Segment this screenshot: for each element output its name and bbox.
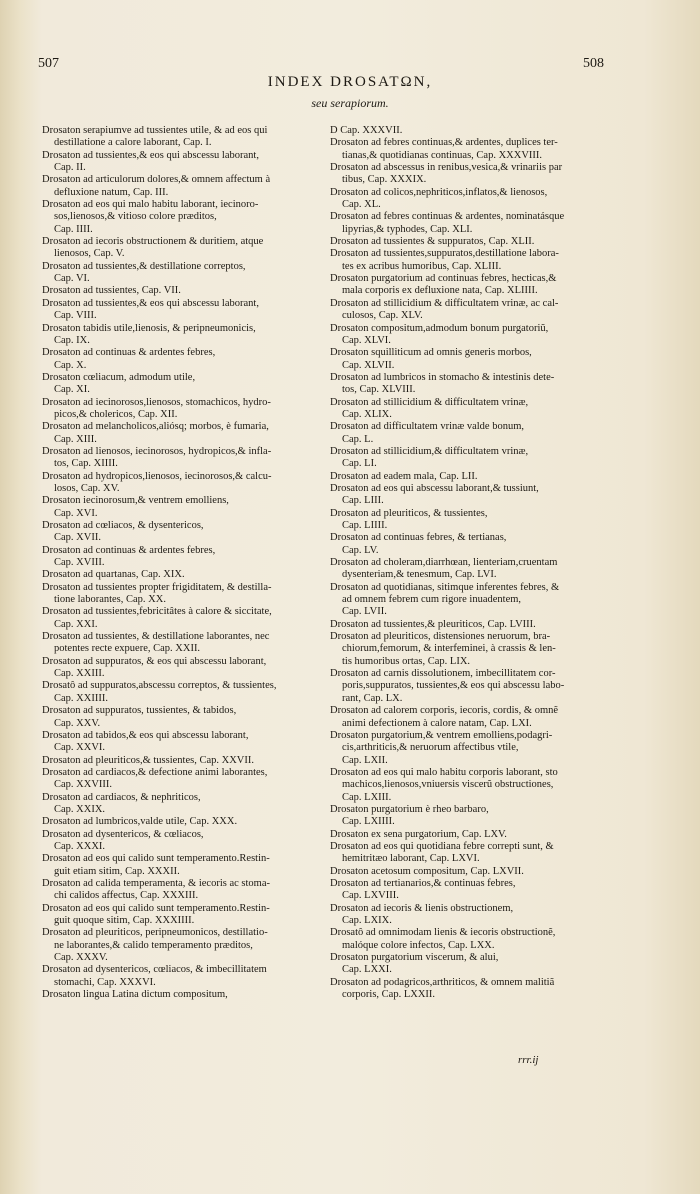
index-entry-line: Drosaton ad cœliacos, & dysentericos, — [42, 520, 204, 531]
index-entry-line: Cap. XXIII. — [54, 668, 105, 680]
index-entry-line: losos, Cap. XV. — [54, 482, 120, 494]
index-entry-line: Drosaton ad quotidianas, sitimque inferentes febres, & — [330, 581, 560, 593]
index-entry-line: Drosaton purgatorium ad continuas febres, hecticas,& — [330, 273, 557, 285]
left-index-column — [42, 125, 322, 1001]
index-entry — [42, 705, 322, 730]
index-entry — [42, 347, 322, 372]
index-entry-line: Drosaton ad iecoris & lienis obstructionem, — [330, 902, 514, 914]
index-entry — [330, 927, 610, 952]
index-entry-line: Drosaton cœliacum, admodum utile, — [42, 371, 196, 383]
index-entry — [42, 730, 322, 755]
index-entry — [42, 927, 322, 964]
index-entry-line: Drosaton serapiumve ad tussientes utile, & ad eos qui — [42, 125, 268, 136]
index-entry-line: Drosaton ad cardiacos, & nephriticos, — [42, 791, 201, 803]
index-entry — [330, 952, 610, 977]
index-entry — [42, 125, 322, 150]
index-entry-line: culosos, Cap. XLV. — [342, 310, 423, 322]
index-entry — [330, 841, 610, 866]
index-entry-line: Drosaton ad tussientes propter frigiditatem, & destilla- — [42, 581, 272, 593]
index-entry — [330, 977, 610, 1002]
index-entry — [330, 421, 610, 446]
index-entry-line: Drosaton ad colicos,nephriticos,inflatos,& lienosos, — [330, 186, 548, 198]
index-entry-line: malóque colore infectos, Cap. LXX. — [342, 939, 495, 951]
index-entry — [42, 878, 322, 903]
index-entry — [330, 619, 610, 631]
index-entry — [42, 903, 322, 928]
index-entry-line: Drosaton ad iecinorosos,lienosos, stomachicos, hydro- — [42, 396, 271, 408]
index-entry — [42, 285, 322, 297]
index-entry-line: corporis, Cap. LXXII. — [342, 989, 436, 1001]
index-entry-line: Drosaton ad quartanas, Cap. XIX. — [42, 569, 185, 581]
index-entry — [42, 964, 322, 989]
index-entry-line: Drosaton ad cardiacos,& defectione animi laborantes, — [42, 766, 268, 778]
index-entry-line: Drosaton ad tertianarios,& continuas febres, — [330, 877, 516, 889]
index-entry-line: Cap. XLVI. — [342, 334, 391, 346]
index-entry — [330, 347, 610, 372]
index-entry — [330, 878, 610, 903]
index-entry-line: Drosaton ad calorem corporis, iecoris, cordis, & omnẽ — [330, 705, 559, 717]
index-entry — [330, 298, 610, 323]
index-entry-line: Cap. LXIIII. — [342, 816, 395, 828]
index-entry-line: Cap. IX. — [54, 334, 90, 346]
index-entry-line: Drosaton acetosum compositum, Cap. LXVII. — [330, 865, 524, 877]
index-entry — [330, 397, 610, 422]
index-entry-line: guit quoque sitim, Cap. XXXIIII. — [54, 915, 195, 926]
index-entry-line: Cap. LXXI. — [342, 964, 392, 976]
index-entry-line: cis,arthriticis,& neruorum affectibus vtile, — [342, 742, 519, 754]
index-entry — [330, 631, 610, 668]
index-entry-line: Cap. VI. — [54, 273, 90, 285]
index-entry — [330, 211, 610, 236]
index-entry-line: Drosaton ad tabidos,& eos qui abscessu laborant, — [42, 729, 249, 741]
index-entry-line: guit etiam sitim, Cap. XXXII. — [54, 865, 180, 877]
index-entry-line: Cap. XIII. — [54, 433, 97, 445]
index-entry-line: potentes recte expuere, Cap. XXII. — [54, 643, 201, 655]
index-entry-line: Drosaton ad eos qui abscessu laborant,& tussiunt, — [330, 482, 539, 494]
index-entry — [42, 261, 322, 286]
index-entry — [42, 446, 322, 471]
index-entry-line: Drosaton ad lumbricos,valde utile, Cap. XXX. — [42, 816, 238, 828]
index-entry-line: Drosaton ad eos qui malo habitu corporis laborant, sto — [330, 766, 558, 778]
index-entry — [330, 705, 610, 730]
index-entry-line: Drosaton ad iecoris obstructionem & duritiem, atque — [42, 236, 264, 248]
index-entry-line: Cap. XXIX. — [54, 803, 106, 815]
index-entry-line: Cap. XVIII. — [54, 557, 105, 569]
index-entry-line: Cap. LXII. — [342, 754, 388, 766]
index-entry-line: Drosaton ad calida temperamenta, & iecoris ac stoma- — [42, 877, 270, 889]
index-entry-line: Cap. XI. — [54, 384, 90, 396]
index-entry-line: rant, Cap. LX. — [342, 692, 403, 704]
index-entry-line: Drosaton ad febres continuas,& ardentes, duplices ter- — [330, 137, 558, 149]
index-entry-line: Drosaton ad tussientes & suppuratos, Cap. XLII. — [330, 236, 535, 248]
index-entry-line: Drosaton ad dysentericos, cœliacos, & imbecillitatem — [42, 964, 267, 976]
catchword: rrr.ij — [518, 1054, 539, 1066]
index-entry — [330, 372, 610, 397]
index-entry — [42, 989, 322, 1001]
index-entry-line: Drosaton ad stillicidium & difficultatem vrinæ, — [330, 396, 529, 408]
index-entry-line: poris,suppuratos, tussientes,& eos qui abscessu labo- — [342, 680, 565, 692]
index-entry-line: Drosaton ad pleuriticos, peripneumonicos, destillatio- — [42, 927, 268, 939]
index-entry-line: Cap. IIII. — [54, 223, 93, 235]
index-entry-line: picos,& cholericos, Cap. XII. — [54, 408, 178, 420]
index-entry-line: Drosaton ad lumbricos in stomacho & intestinis dete- — [330, 371, 555, 383]
index-entry-line: tianas,& quotidianas continuas, Cap. XXXVIII. — [342, 149, 543, 161]
index-entry-line: D Cap. XXXVII. — [330, 125, 403, 136]
index-entry-line: Cap. L. — [342, 433, 374, 445]
index-entry-line: Drosaton ad abscessus in renibus,vesica,& vrinariis par — [330, 162, 563, 174]
index-entry — [330, 162, 610, 187]
index-entry — [330, 668, 610, 705]
index-entry-line: Drosaton purgatorium è rheo barbaro, — [330, 803, 489, 815]
index-entry-line: Cap. II. — [54, 162, 86, 174]
index-entry-line: chi calidos affectus, Cap. XXXIII. — [54, 890, 199, 902]
index-entry-line: Drosaton ad pleuriticos, & tussientes, — [330, 507, 488, 519]
index-entry — [42, 853, 322, 878]
index-entry-line: Cap. LVII. — [342, 606, 387, 618]
index-entry — [42, 174, 322, 199]
index-subtitle: seu serapiorum. — [311, 96, 389, 110]
index-entry-line: Drosaton ad tussientes, & destillatione laborantes, nec — [42, 631, 270, 643]
index-entry — [42, 606, 322, 631]
index-entry-line: Drosaton ad choleram,diarrhœan, lienteriam,cruentam — [330, 557, 558, 569]
index-entry-line: hemitritæo laborant, Cap. LXVI. — [342, 853, 480, 865]
index-entry — [42, 298, 322, 323]
index-entry-line: destillatione a calore laborant, Cap. I. — [54, 137, 212, 149]
index-entry — [330, 532, 610, 557]
index-entry-line: Cap. XVI. — [54, 507, 98, 519]
index-entry-line: Drosaton ad eos qui malo habitu laborant, iecinoro- — [42, 199, 259, 211]
index-entry-line: Drosaton compositum,admodum bonum purgatoriũ, — [330, 322, 549, 334]
index-entry — [330, 471, 610, 483]
index-entry — [330, 866, 610, 878]
index-entry — [330, 187, 610, 212]
index-entry-line: Cap. XLIX. — [342, 408, 392, 420]
index-entry-line: Cap. LIIII. — [342, 520, 388, 531]
index-entry-line: Cap. VIII. — [54, 310, 97, 322]
index-entry — [42, 397, 322, 422]
index-entry-line: Cap. LXIII. — [342, 791, 392, 803]
index-entry-line: Drosaton ad melancholicos,aliósq; morbos, è fumaria, — [42, 421, 269, 433]
index-entry-line: Drosaton ad difficultatem vrinæ valde bonum, — [330, 421, 525, 433]
index-entry — [42, 829, 322, 854]
index-entry-line: Drosaton ad tussientes, Cap. VII. — [42, 285, 181, 297]
index-entry-line: Cap. LIII. — [342, 495, 384, 507]
index-entry — [330, 508, 610, 533]
index-entry-line: Drosaton ad dysentericos, & cœliacos, — [42, 828, 204, 840]
index-entry-line: Cap. LXIX. — [342, 915, 392, 926]
index-entry-line: dysenteriam,& tenesmum, Cap. LVI. — [342, 569, 497, 581]
index-entry-line: Drosaton ad lienosos, iecinorosos, hydropicos,& infla- — [42, 445, 272, 457]
index-entry — [330, 829, 610, 841]
index-title: INDEX DROSATΩN, — [267, 74, 433, 90]
index-entry-line: chiorum,femorum, & interfeminei, à crassis & len- — [342, 643, 556, 655]
index-entry — [330, 767, 610, 804]
index-entry — [330, 248, 610, 273]
index-entry-line: Drosaton ad tussientes,febricitâtes à calore & siccitate, — [42, 606, 272, 618]
index-entry-line: Drosaton ad tussientes,& eos qui abscessu laborant, — [42, 149, 259, 161]
index-entry-line: Drosaton ad eos qui calido sunt temperamento.Restin- — [42, 902, 270, 914]
index-entry-line: sos,lienosos,& vitioso colore præditos, — [54, 211, 217, 223]
index-entry-line: Drosaton ad articulorum dolores,& omnem affectum à — [42, 174, 271, 186]
right-index-column — [330, 125, 610, 1001]
index-entry-line: Drosaton ad tussientes,suppuratos,destillatione labora- — [330, 248, 559, 260]
index-entry-line: Cap. XXVI. — [54, 742, 106, 754]
index-entry-line: Cap. XL. — [342, 199, 381, 211]
index-entry — [330, 582, 610, 619]
index-entry-line: Drosaton ad eadem mala, Cap. LII. — [330, 470, 478, 482]
index-entry — [42, 816, 322, 828]
index-entry-line: mala corporis ex defluxione nata, Cap. XLIIII. — [342, 285, 538, 297]
index-entry-line: Drosaton ad tussientes,& pleuriticos, Cap. LVIII. — [330, 618, 536, 630]
index-entry-line: animi defectionem à calore natam, Cap. LXI. — [342, 717, 532, 729]
index-entry — [42, 569, 322, 581]
index-entry-line: lipyrias,& typhodes, Cap. XLI. — [342, 223, 473, 235]
index-entry-line: Drosaton lingua Latina dictum compositum, — [42, 989, 228, 1001]
index-entry-line: Drosaton ex sena purgatorium, Cap. LXV. — [330, 828, 507, 840]
index-entry — [42, 150, 322, 175]
index-entry — [330, 903, 610, 928]
index-entry — [42, 495, 322, 520]
index-entry-line: Drosaton purgatorium viscerum, & alui, — [330, 952, 499, 964]
index-entry — [42, 755, 322, 767]
index-entry-line: tis humoribus ortas, Cap. LIX. — [342, 655, 471, 667]
index-entry — [330, 125, 610, 137]
index-entry — [42, 236, 322, 261]
index-entry — [42, 372, 322, 397]
index-entry-line: Drosaton ad podagricos,arthriticos, & omnem malitiã — [330, 976, 555, 988]
index-entry — [330, 557, 610, 582]
index-entry-line: Drosaton ad stillicidium,& difficultatem vrinæ, — [330, 445, 529, 457]
index-entry-line: Cap. XXV. — [54, 717, 101, 729]
index-entry-line: ne laborantes,& calido temperamento præditos, — [54, 939, 253, 951]
index-entry — [42, 545, 322, 570]
index-entry-line: stomachi, Cap. XXXVI. — [54, 976, 156, 988]
index-entry — [42, 421, 322, 446]
index-entry-line: Drosaton ad continuas febres, & tertianas, — [330, 532, 507, 544]
index-entry-line: Drosaton ad pleuriticos, distensiones neruorum, bra- — [330, 631, 551, 643]
index-entry-line: Drosatô ad omnimodam lienis & iecoris obstructionẽ, — [330, 927, 556, 939]
index-entry-line: Drosatô ad suppuratos,abscessu correptos, & tussientes, — [42, 680, 277, 692]
index-entry-line: machicos,lienosos,vniuersis viscerũ obstructiones, — [342, 779, 554, 791]
index-entry-line: Cap. LXVIII. — [342, 890, 399, 902]
index-entry-line: Cap. LV. — [342, 544, 379, 556]
index-entry-line: Drosaton ad continuas & ardentes febres, — [42, 347, 216, 359]
index-entry-line: tione laborantes, Cap. XX. — [54, 594, 166, 606]
index-entry — [330, 446, 610, 471]
index-entry-line: Cap. XVII. — [54, 532, 101, 544]
index-entry — [42, 767, 322, 792]
index-entry — [42, 199, 322, 236]
index-entry-line: Drosaton ad stillicidium & difficultatem vrinæ, ac cal- — [330, 297, 559, 309]
index-entry — [330, 323, 610, 348]
index-entry-line: Drosaton ad carnis dissolutionem, imbecillitatem cor- — [330, 668, 556, 680]
page-number-right: 508 — [583, 56, 604, 71]
index-entry — [330, 137, 610, 162]
index-entry — [330, 236, 610, 248]
page-number-left: 507 — [38, 56, 59, 71]
index-entry — [42, 323, 322, 348]
index-entry-line: Drosaton ad suppuratos, tussientes, & tabidos, — [42, 705, 237, 717]
index-entry-line: Drosaton tabidis utile,lienosis, & peripneumonicis, — [42, 322, 256, 334]
index-entry — [42, 582, 322, 607]
index-entry — [330, 483, 610, 508]
index-entry-line: Drosaton ad pleuriticos,& tussientes, Cap. XXVII. — [42, 754, 255, 766]
index-entry-line: Cap. LI. — [342, 458, 377, 470]
index-entry-line: Drosaton iecinorosum,& ventrem emolliens, — [42, 495, 229, 507]
index-entry-line: tos, Cap. XLVIII. — [342, 384, 416, 396]
index-entry — [42, 631, 322, 656]
index-entry-line: Drosaton ad hydropicos,lienosos, iecinorosos,& calcu- — [42, 470, 272, 482]
index-entry — [330, 273, 610, 298]
index-entry-line: Cap. XXIIII. — [54, 692, 108, 704]
index-entry-line: Drosaton ad suppuratos, & eos qui abscessu laborant, — [42, 655, 267, 667]
index-entry-line: Cap. XXI. — [54, 618, 98, 630]
index-entry-line: Drosaton ad tussientes,& eos qui abscessu laborant, — [42, 297, 259, 309]
index-entry-line: tes ex acribus humoribus, Cap. XLIII. — [342, 260, 502, 272]
index-entry — [42, 680, 322, 705]
index-entry — [42, 471, 322, 496]
index-entry-line: Drosaton squilliticum ad omnis generis morbos, — [330, 347, 532, 359]
index-entry-line: Cap. XXXV. — [54, 952, 108, 964]
index-entry-line: Drosaton ad febres continuas & ardentes, nominatásque — [330, 211, 565, 223]
index-entry-line: tos, Cap. XIIII. — [54, 458, 118, 470]
index-entry-line: Drosaton purgatorium,& ventrem emolliens,podagri- — [330, 729, 553, 741]
index-entry — [42, 656, 322, 681]
index-entry-line: Drosaton ad eos qui calido sunt temperamento.Restin- — [42, 853, 270, 865]
index-entry — [42, 520, 322, 545]
index-entry-line: lienosos, Cap. V. — [54, 248, 125, 260]
index-entry — [330, 804, 610, 829]
index-entry — [330, 730, 610, 767]
index-entry-line: ad omnem febrem cum rigore inuadentem, — [342, 594, 522, 606]
index-entry-line: tibus, Cap. XXXIX. — [342, 174, 427, 186]
index-entry-line: Cap. XXXI. — [54, 840, 106, 852]
index-entry-line: Drosaton ad continuas & ardentes febres, — [42, 544, 216, 556]
index-entry-line: Cap. XXVIII. — [54, 779, 113, 791]
index-entry-line: Drosaton ad tussientes,& destillatione correptos, — [42, 260, 246, 272]
index-entry-line: Cap. X. — [54, 359, 87, 371]
index-entry — [42, 792, 322, 817]
index-entry-line: Cap. XLVII. — [342, 359, 395, 371]
index-entry-line: defluxione natum, Cap. III. — [54, 186, 169, 198]
index-entry-line: Drosaton ad eos qui quotidiana febre correpti sunt, & — [330, 840, 554, 852]
